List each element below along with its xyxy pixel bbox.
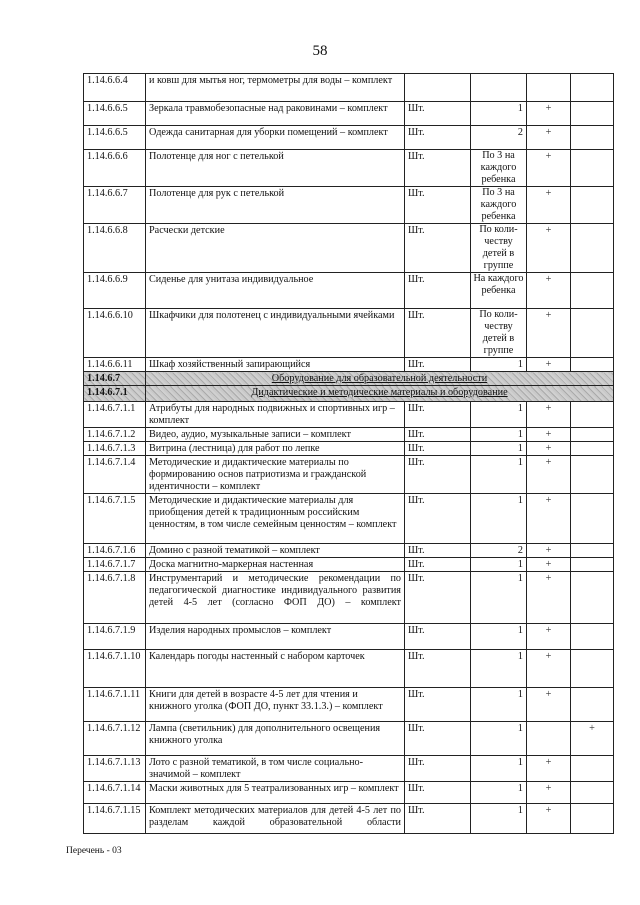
name-cell: Лото с разной тематикой, в том числе социально-значимой – комплект [146, 756, 405, 782]
table-row [84, 224, 614, 273]
name-cell: Расчески детские [146, 224, 405, 273]
unit-cell: Шт. [405, 558, 471, 572]
unit-cell: Шт. [405, 782, 471, 804]
unit-cell: Шт. [405, 756, 471, 782]
quantity-cell: 1 [471, 358, 527, 372]
quantity-cell: 1 [471, 688, 527, 722]
quantity-cell: 1 [471, 402, 527, 428]
extra-cell [571, 74, 614, 102]
table-row [84, 273, 614, 309]
mark-cell: + [527, 456, 571, 494]
code-cell: 1.14.6.7.1.7 [84, 558, 146, 572]
table-row [84, 102, 614, 126]
name-cell: Одежда санитарная для уборки помещений – комплект [146, 126, 405, 150]
unit-cell: Шт. [405, 544, 471, 558]
unit-cell: Шт. [405, 456, 471, 494]
extra-cell [571, 126, 614, 150]
quantity-cell: По 3 на каждого ребенка [471, 187, 527, 224]
extra-cell [571, 688, 614, 722]
mark-cell: + [527, 756, 571, 782]
mark-cell: + [527, 309, 571, 358]
name-cell: Сиденье для унитаза индивидуальное [146, 273, 405, 309]
mark-cell: + [527, 187, 571, 224]
extra-cell [571, 544, 614, 558]
extra-cell [571, 150, 614, 187]
unit-cell: Шт. [405, 309, 471, 358]
code-cell: 1.14.6.7.1.8 [84, 572, 146, 624]
unit-cell: Шт. [405, 150, 471, 187]
code-cell: 1.14.6.6.5 [84, 102, 146, 126]
unit-cell: Шт. [405, 126, 471, 150]
table-row [84, 688, 614, 722]
mark-cell: + [527, 782, 571, 804]
table-row [84, 756, 614, 782]
unit-cell: Шт. [405, 187, 471, 224]
quantity-cell: 1 [471, 722, 527, 756]
unit-cell: Шт. [405, 402, 471, 428]
unit-cell: Шт. [405, 442, 471, 456]
unit-cell: Шт. [405, 428, 471, 442]
mark-cell: + [527, 358, 571, 372]
code-cell: 1.14.6.6.8 [84, 224, 146, 273]
extra-cell [571, 494, 614, 544]
extra-cell: + [571, 722, 614, 756]
quantity-cell: По 3 на каждого ребенка [471, 150, 527, 187]
mark-cell: + [527, 442, 571, 456]
name-cell: Домино с разной тематикой – комплект [146, 544, 405, 558]
mark-cell [527, 722, 571, 756]
extra-cell [571, 402, 614, 428]
unit-cell: Шт. [405, 624, 471, 650]
mark-cell: + [527, 428, 571, 442]
name-cell: Атрибуты для народных подвижных и спортивных игр – комплект [146, 402, 405, 428]
unit-cell [405, 74, 471, 102]
table-row [84, 456, 614, 494]
name-cell: и ковш для мытья ног, термометры для воды – комплект [146, 74, 405, 102]
extra-cell [571, 572, 614, 624]
name-cell: Видео, аудио, музыкальные записи – комплект [146, 428, 405, 442]
extra-cell [571, 309, 614, 358]
extra-cell [571, 428, 614, 442]
table-row [84, 126, 614, 150]
mark-cell: + [527, 804, 571, 834]
extra-cell [571, 187, 614, 224]
name-cell: Методические и дидактические материалы для приобщения детей к традиционным российским ценностям, в том числе семейным ценностям – комплект [146, 494, 405, 544]
table-row [84, 309, 614, 358]
table-row [84, 572, 614, 624]
unit-cell: Шт. [405, 102, 471, 126]
mark-cell: + [527, 650, 571, 688]
table-row [84, 150, 614, 187]
table-row [84, 624, 614, 650]
extra-cell [571, 782, 614, 804]
table-row [84, 442, 614, 456]
table-row [84, 74, 614, 102]
name-cell: Полотенце для ног с петелькой [146, 150, 405, 187]
code-cell: 1.14.6.6.5 [84, 126, 146, 150]
name-cell: Изделия народных промыслов – комплект [146, 624, 405, 650]
quantity-cell: 1 [471, 624, 527, 650]
quantity-cell: 1 [471, 804, 527, 834]
quantity-cell: 1 [471, 558, 527, 572]
unit-cell: Шт. [405, 804, 471, 834]
quantity-cell: 1 [471, 428, 527, 442]
mark-cell: + [527, 544, 571, 558]
name-cell: Инструментарий и методические рекомендации по педагогической диагностике индивидуального развития детей 4-5 лет (согласно ФОП ДО) – комплект [146, 572, 405, 624]
table-row [84, 782, 614, 804]
quantity-cell: 1 [471, 102, 527, 126]
table-row [84, 402, 614, 428]
section-row [84, 386, 614, 402]
quantity-cell [471, 74, 527, 102]
name-cell: Комплект методических материалов для детей 4-5 лет по разделам каждой образовательной области [146, 804, 405, 834]
unit-cell: Шт. [405, 688, 471, 722]
quantity-cell: 1 [471, 442, 527, 456]
mark-cell: + [527, 102, 571, 126]
code-cell: 1.14.6.6.7 [84, 187, 146, 224]
quantity-cell: 1 [471, 494, 527, 544]
extra-cell [571, 456, 614, 494]
mark-cell: + [527, 558, 571, 572]
quantity-cell: 2 [471, 126, 527, 150]
name-cell: Шкаф хозяйственный запирающийся [146, 358, 405, 372]
section-code-cell: 1.14.6.7.1 [84, 386, 146, 402]
table-row [84, 544, 614, 558]
name-cell: Книги для детей в возрасте 4-5 лет для чтения и книжного уголка (ФОП ДО, пункт 33.1.3.) – комплект [146, 688, 405, 722]
extra-cell [571, 624, 614, 650]
name-cell: Лампа (светильник) для дополнительного освещения книжного уголка [146, 722, 405, 756]
extra-cell [571, 102, 614, 126]
extra-cell [571, 804, 614, 834]
mark-cell [527, 74, 571, 102]
quantity-cell: 1 [471, 782, 527, 804]
table-row [84, 558, 614, 572]
code-cell: 1.14.6.7.1.15 [84, 804, 146, 834]
name-cell: Доска магнитно-маркерная настенная [146, 558, 405, 572]
code-cell: 1.14.6.7.1.1 [84, 402, 146, 428]
mark-cell: + [527, 494, 571, 544]
code-cell: 1.14.6.7.1.3 [84, 442, 146, 456]
mark-cell: + [527, 150, 571, 187]
name-cell: Витрина (лестница) для работ по лепке [146, 442, 405, 456]
code-cell: 1.14.6.7.1.13 [84, 756, 146, 782]
extra-cell [571, 273, 614, 309]
quantity-cell: 1 [471, 650, 527, 688]
unit-cell: Шт. [405, 273, 471, 309]
section-code-cell: 1.14.6.7 [84, 372, 146, 386]
code-cell: 1.14.6.7.1.12 [84, 722, 146, 756]
code-cell: 1.14.6.7.1.11 [84, 688, 146, 722]
code-cell: 1.14.6.7.1.9 [84, 624, 146, 650]
name-cell: Маски животных для 5 театрализованных игр – комплект [146, 782, 405, 804]
quantity-cell: По коли-честву детей в группе [471, 224, 527, 273]
mark-cell: + [527, 688, 571, 722]
quantity-cell: 1 [471, 756, 527, 782]
extra-cell [571, 756, 614, 782]
code-cell: 1.14.6.6.4 [84, 74, 146, 102]
table-row [84, 804, 614, 834]
code-cell: 1.14.6.7.1.2 [84, 428, 146, 442]
code-cell: 1.14.6.7.1.10 [84, 650, 146, 688]
equipment-table [83, 73, 614, 834]
code-cell: 1.14.6.6.10 [84, 309, 146, 358]
mark-cell: + [527, 402, 571, 428]
quantity-cell: 1 [471, 456, 527, 494]
name-cell: Зеркала травмобезопасные над раковинами – комплект [146, 102, 405, 126]
name-cell: Календарь погоды настенный с набором карточек [146, 650, 405, 688]
footer-label: Перечень - 03 [66, 846, 122, 856]
extra-cell [571, 358, 614, 372]
code-cell: 1.14.6.6.11 [84, 358, 146, 372]
quantity-cell: 1 [471, 572, 527, 624]
quantity-cell: На каждого ребенка [471, 273, 527, 309]
unit-cell: Шт. [405, 224, 471, 273]
quantity-cell: 2 [471, 544, 527, 558]
name-cell: Методические и дидактические материалы по формированию основ патриотизма и гражданской идентичности – комплект [146, 456, 405, 494]
unit-cell: Шт. [405, 650, 471, 688]
section-title-cell: Дидактические и методические материалы и оборудование [146, 386, 614, 402]
extra-cell [571, 224, 614, 273]
code-cell: 1.14.6.7.1.14 [84, 782, 146, 804]
name-cell: Полотенце для рук с петелькой [146, 187, 405, 224]
table-row [84, 358, 614, 372]
table-row [84, 722, 614, 756]
unit-cell: Шт. [405, 494, 471, 544]
mark-cell: + [527, 572, 571, 624]
mark-cell: + [527, 224, 571, 273]
section-title-cell: Оборудование для образовательной деятельности [146, 372, 614, 386]
name-cell: Шкафчики для полотенец с индивидуальными ячейками [146, 309, 405, 358]
table-row [84, 494, 614, 544]
mark-cell: + [527, 624, 571, 650]
section-row [84, 372, 614, 386]
code-cell: 1.14.6.6.6 [84, 150, 146, 187]
extra-cell [571, 442, 614, 456]
code-cell: 1.14.6.7.1.6 [84, 544, 146, 558]
code-cell: 1.14.6.6.9 [84, 273, 146, 309]
table-row [84, 187, 614, 224]
quantity-cell: По коли-честву детей в группе [471, 309, 527, 358]
unit-cell: Шт. [405, 722, 471, 756]
code-cell: 1.14.6.7.1.5 [84, 494, 146, 544]
code-cell: 1.14.6.7.1.4 [84, 456, 146, 494]
page-number: 58 [312, 43, 328, 59]
table-row [84, 650, 614, 688]
extra-cell [571, 650, 614, 688]
mark-cell: + [527, 126, 571, 150]
extra-cell [571, 558, 614, 572]
unit-cell: Шт. [405, 358, 471, 372]
unit-cell: Шт. [405, 572, 471, 624]
mark-cell: + [527, 273, 571, 309]
table-row [84, 428, 614, 442]
